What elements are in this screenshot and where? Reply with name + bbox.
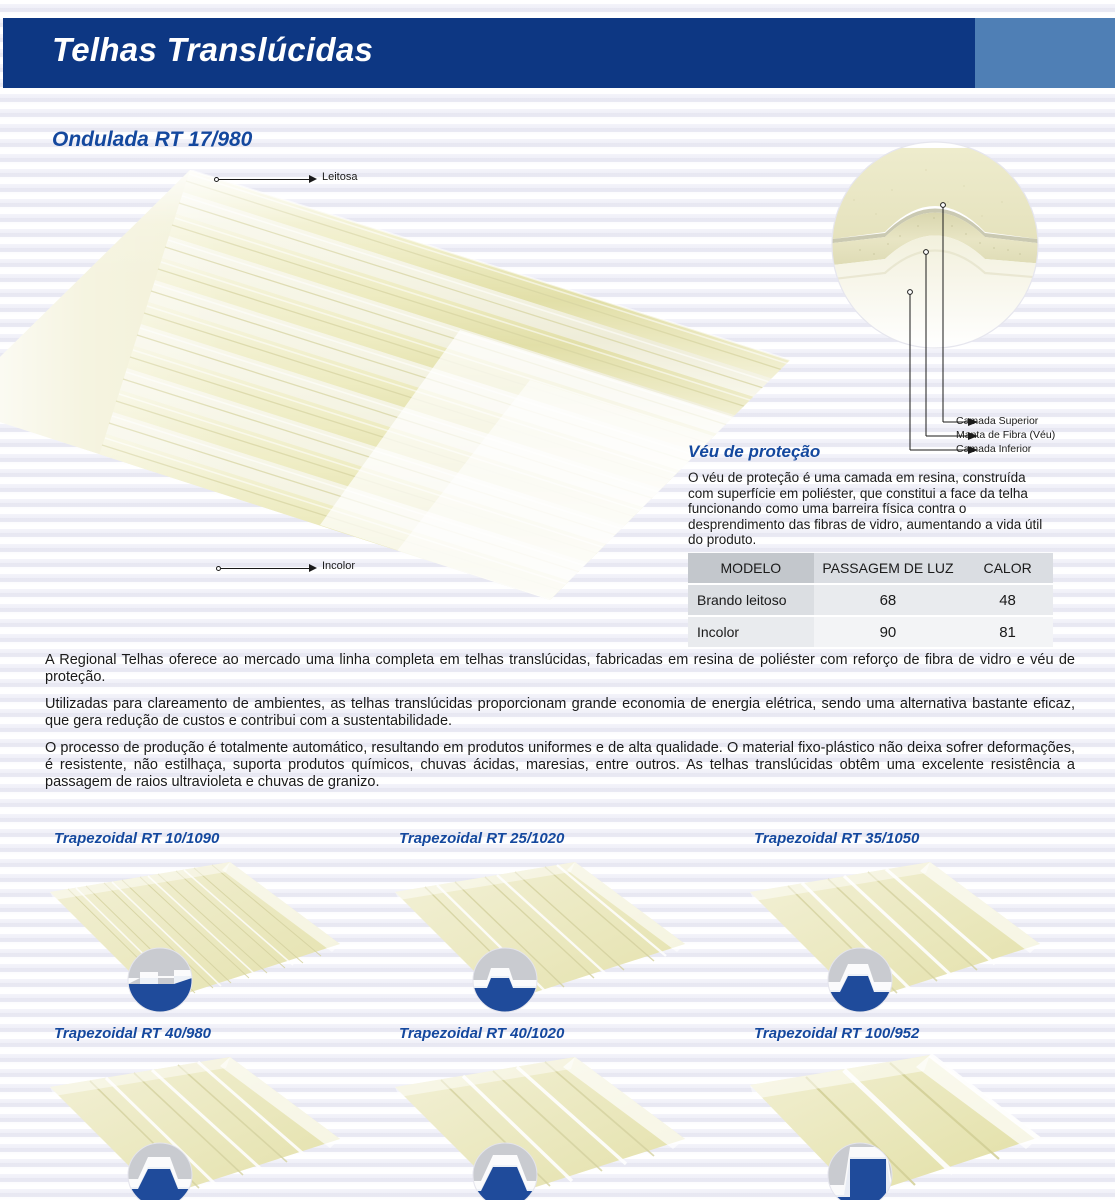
table-row [688,616,1053,648]
cell-calor: 81 [962,616,1053,648]
paragraph-1: A Regional Telhas oferece ao mercado uma linha completa em telhas translúcidas, fabricadas em resina de poliéster com reforço de fibra de vidro e véu de proteção. [45,652,1075,685]
product-card-rt-10-1090[interactable] [40,830,395,1018]
product-thumbnail [40,1047,370,1200]
product-title: Trapezoidal RT 10/1090 [54,830,220,847]
arrow-icon [309,175,317,183]
cell-passagem-de-luz: 68 [814,584,962,616]
layer-leader-lines [830,140,1100,460]
product-card-rt-100-952[interactable] [740,1025,1095,1200]
table-header-modelo: MODELO [688,553,814,584]
product-title: Trapezoidal RT 40/980 [54,1025,212,1042]
product-thumbnail [740,1047,1070,1200]
table-row [688,584,1053,616]
ondulada-sheet-illustration [0,170,790,600]
layer-label-camada-inferior: Camada Inferior [956,443,1032,455]
callout-leader-line [221,568,309,569]
product-card-rt-40-980[interactable] [40,1025,395,1200]
product-title: Trapezoidal RT 40/1020 [399,1025,565,1042]
table-header-passagem-de-luz: PASSAGEM DE LUZ [814,553,962,584]
table-header-row [688,553,1053,584]
cell-modelo: Incolor [688,616,814,648]
layer-label-camada-superior: Camada Superior [956,415,1039,427]
product-thumbnail [385,1047,715,1200]
veu-de-protecao-title: Véu de proteção [688,442,821,461]
callout-label: Incolor [322,560,356,572]
product-card-rt-25-1020[interactable] [385,830,740,1018]
cell-passagem-de-luz: 90 [814,616,962,648]
product-grid [0,825,1115,1200]
body-copy [45,652,1075,791]
product-card-rt-35-1050[interactable] [740,830,1095,1018]
callout-leader-line [219,179,309,180]
product-thumbnail [740,852,1070,1017]
layer-label-manta-de-fibra: Manta de Fibra (Véu) [956,429,1056,441]
product-title: Trapezoidal RT 25/1020 [399,830,565,847]
table-header-calor: CALOR [962,553,1053,584]
veu-de-protecao-text: O véu de proteção é uma camada em resina, construída com superfície em poliéster, que constitui a face da telha funcionando como uma barreira física contra o desprendimento das fibras de vidro, aumentando a vida útil do produto. [688,470,1043,547]
page-title: Telhas Translúcidas [52,31,374,68]
ondulada-section-title: Ondulada RT 17/980 [52,128,253,151]
cell-calor: 48 [962,584,1053,616]
paragraph-3: O processo de produção é totalmente automático, resultando em produtos uniformes e de alta qualidade. O material fixo-plástico não deixa sofrer deformações, é resistente, não estilhaça, suporta produtos químicos, chuvas ácidas, maresias, entre outros. As telhas translúcidas obtêm uma excelente resistência a passagem de raios ultravioleta e chuvas de granizo. [45,740,1075,790]
product-card-rt-40-1020[interactable] [385,1025,740,1200]
product-title: Trapezoidal RT 35/1050 [754,830,920,847]
callout-label: Leitosa [322,171,358,183]
paragraph-2: Utilizadas para clareamento de ambientes, as telhas translúcidas proporcionam grande economia de energia elétrica, sendo uma alternativa bastante eficaz, que gera redução de custos e contribui com a sustentabilidade. [45,696,1075,729]
product-thumbnail [40,852,370,1017]
product-title: Trapezoidal RT 100/952 [754,1025,920,1042]
arrow-icon [309,564,317,572]
spec-table [688,553,1053,649]
product-thumbnail [385,852,715,1017]
cell-modelo: Brando leitoso [688,584,814,616]
